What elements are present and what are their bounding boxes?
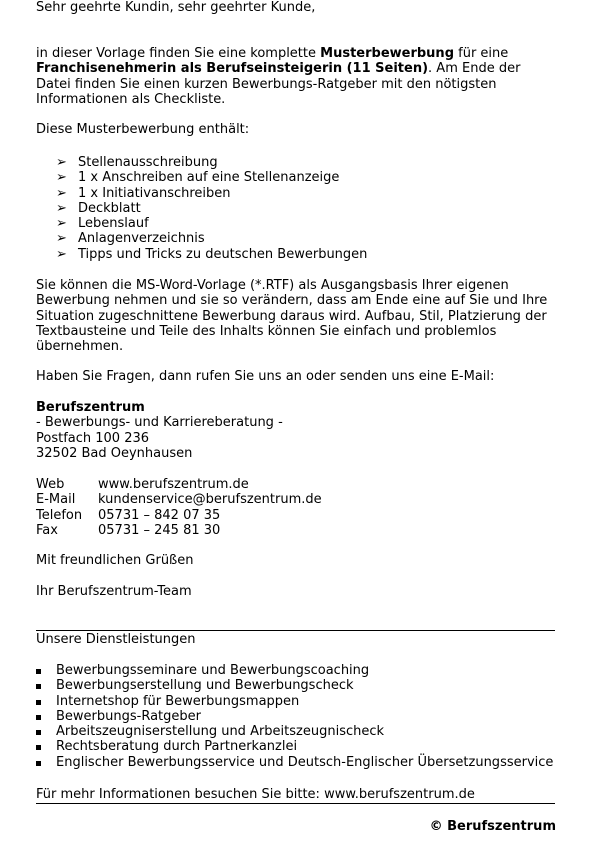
arrow-bullet-icon: ➢	[56, 185, 67, 201]
divider	[36, 803, 555, 804]
square-bullet-icon	[36, 700, 41, 705]
list-item: ➢ Deckblatt	[56, 200, 141, 216]
company-name: Berufszentrum	[36, 400, 145, 415]
intro-text-2: für eine	[454, 46, 509, 61]
more-info: Für mehr Informationen besuchen Sie bitte: www.berufszentrum.de	[36, 787, 475, 802]
intro-paragraph	[36, 46, 556, 107]
square-bullet-icon	[36, 745, 41, 750]
square-bullet-icon	[36, 684, 41, 689]
list-item: ➢ 1 x Initiativanschreiben	[56, 185, 231, 201]
contains-list	[36, 155, 556, 262]
contact-row-web: Web www.berufszentrum.de	[36, 477, 249, 492]
closing: Mit freundlichen Grüßen	[36, 553, 194, 568]
square-bullet-icon	[36, 730, 41, 735]
usage-paragraph: Sie können die MS-Word-Vorlage (*.RTF) als Ausgangsbasis Ihrer eigenen Bewerbung nehmen und sie so verändern, dass am Ende eine auf Sie und Ihre Situation zugeschnittene Bewerbung daraus wird. Aufbau, Stil, Platzierung der Textbausteine und Teile des Inhalts können Sie einfach und problemlos übernehmen.	[36, 278, 548, 355]
list-item: Bewerbungs-Ratgeber	[36, 709, 556, 724]
city: 32502 Bad Oeynhausen	[36, 445, 193, 461]
square-bullet-icon	[36, 761, 41, 766]
list-item: Bewerbungserstellung und Bewerbungscheck	[36, 678, 556, 693]
email-link[interactable]: kundenservice@berufszentrum.de	[98, 492, 322, 508]
signature: Ihr Berufszentrum-Team	[36, 584, 192, 599]
company-subtitle: - Bewerbungs- und Karriereberatung -	[36, 415, 283, 431]
arrow-bullet-icon: ➢	[56, 246, 67, 262]
address-block	[36, 400, 556, 461]
intro-bold-musterbewerbung: Musterbewerbung	[320, 46, 454, 61]
list-item: ➢ 1 x Anschreiben auf eine Stellenanzeige	[56, 170, 340, 186]
arrow-bullet-icon: ➢	[56, 200, 67, 216]
greeting: Sehr geehrte Kundin, sehr geehrter Kunde,	[36, 0, 316, 15]
list-item: ➢ Stellenausschreibung	[56, 155, 218, 170]
list-item: Bewerbungsseminare und Bewerbungscoaching	[36, 663, 556, 678]
intro-text-3: . Am Ende der Datei finden Sie einen kurzen Bewerbungs-Ratgeber mit den nötigsten Informationen als Checkliste.	[36, 61, 521, 107]
services-heading: Unsere Dienstleistungen	[36, 632, 196, 647]
intro-text-1: in dieser Vorlage finden Sie eine komplette	[36, 46, 321, 61]
arrow-bullet-icon: ➢	[56, 216, 67, 232]
list-item: ➢ Tipps und Tricks zu deutschen Bewerbungen	[56, 246, 368, 262]
list-item: Rechtsberatung durch Partnerkanzlei	[36, 739, 556, 754]
divider	[36, 630, 555, 631]
list-item: ➢ Anlagenverzeichnis	[56, 231, 205, 247]
arrow-bullet-icon: ➢	[56, 170, 67, 186]
list-item: Englischer Bewerbungsservice und Deutsch-Englischer Übersetzungsservice	[36, 755, 556, 770]
web-link[interactable]: www.berufszentrum.de	[98, 477, 249, 492]
contact-row-fax: Fax 05731 – 245 81 30	[36, 522, 221, 538]
contact-block	[36, 477, 556, 538]
list-item: Arbeitszeugniserstellung und Arbeitszeugnischeck	[36, 724, 556, 739]
postbox: Postfach 100 236	[36, 430, 150, 446]
copyright: © Berufszentrum	[429, 819, 556, 834]
square-bullet-icon	[36, 669, 41, 674]
intro-bold-position: Franchisenehmerin als Berufseinsteigerin (11 Seiten)	[36, 61, 429, 77]
contains-heading: Diese Musterbewerbung enthält:	[36, 122, 250, 137]
contact-row-phone: Telefon 05731 – 842 07 35	[36, 507, 221, 523]
list-item: ➢ Lebenslauf	[56, 216, 149, 232]
contact-row-email: E-Mail kundenservice@berufszentrum.de	[36, 492, 322, 508]
arrow-bullet-icon: ➢	[56, 231, 67, 247]
arrow-bullet-icon: ➢	[56, 155, 67, 170]
questions-text: Haben Sie Fragen, dann rufen Sie uns an oder senden uns eine E-Mail:	[36, 369, 495, 384]
square-bullet-icon	[36, 715, 41, 720]
list-item: Internetshop für Bewerbungsmappen	[36, 694, 556, 709]
services-list	[36, 663, 556, 770]
